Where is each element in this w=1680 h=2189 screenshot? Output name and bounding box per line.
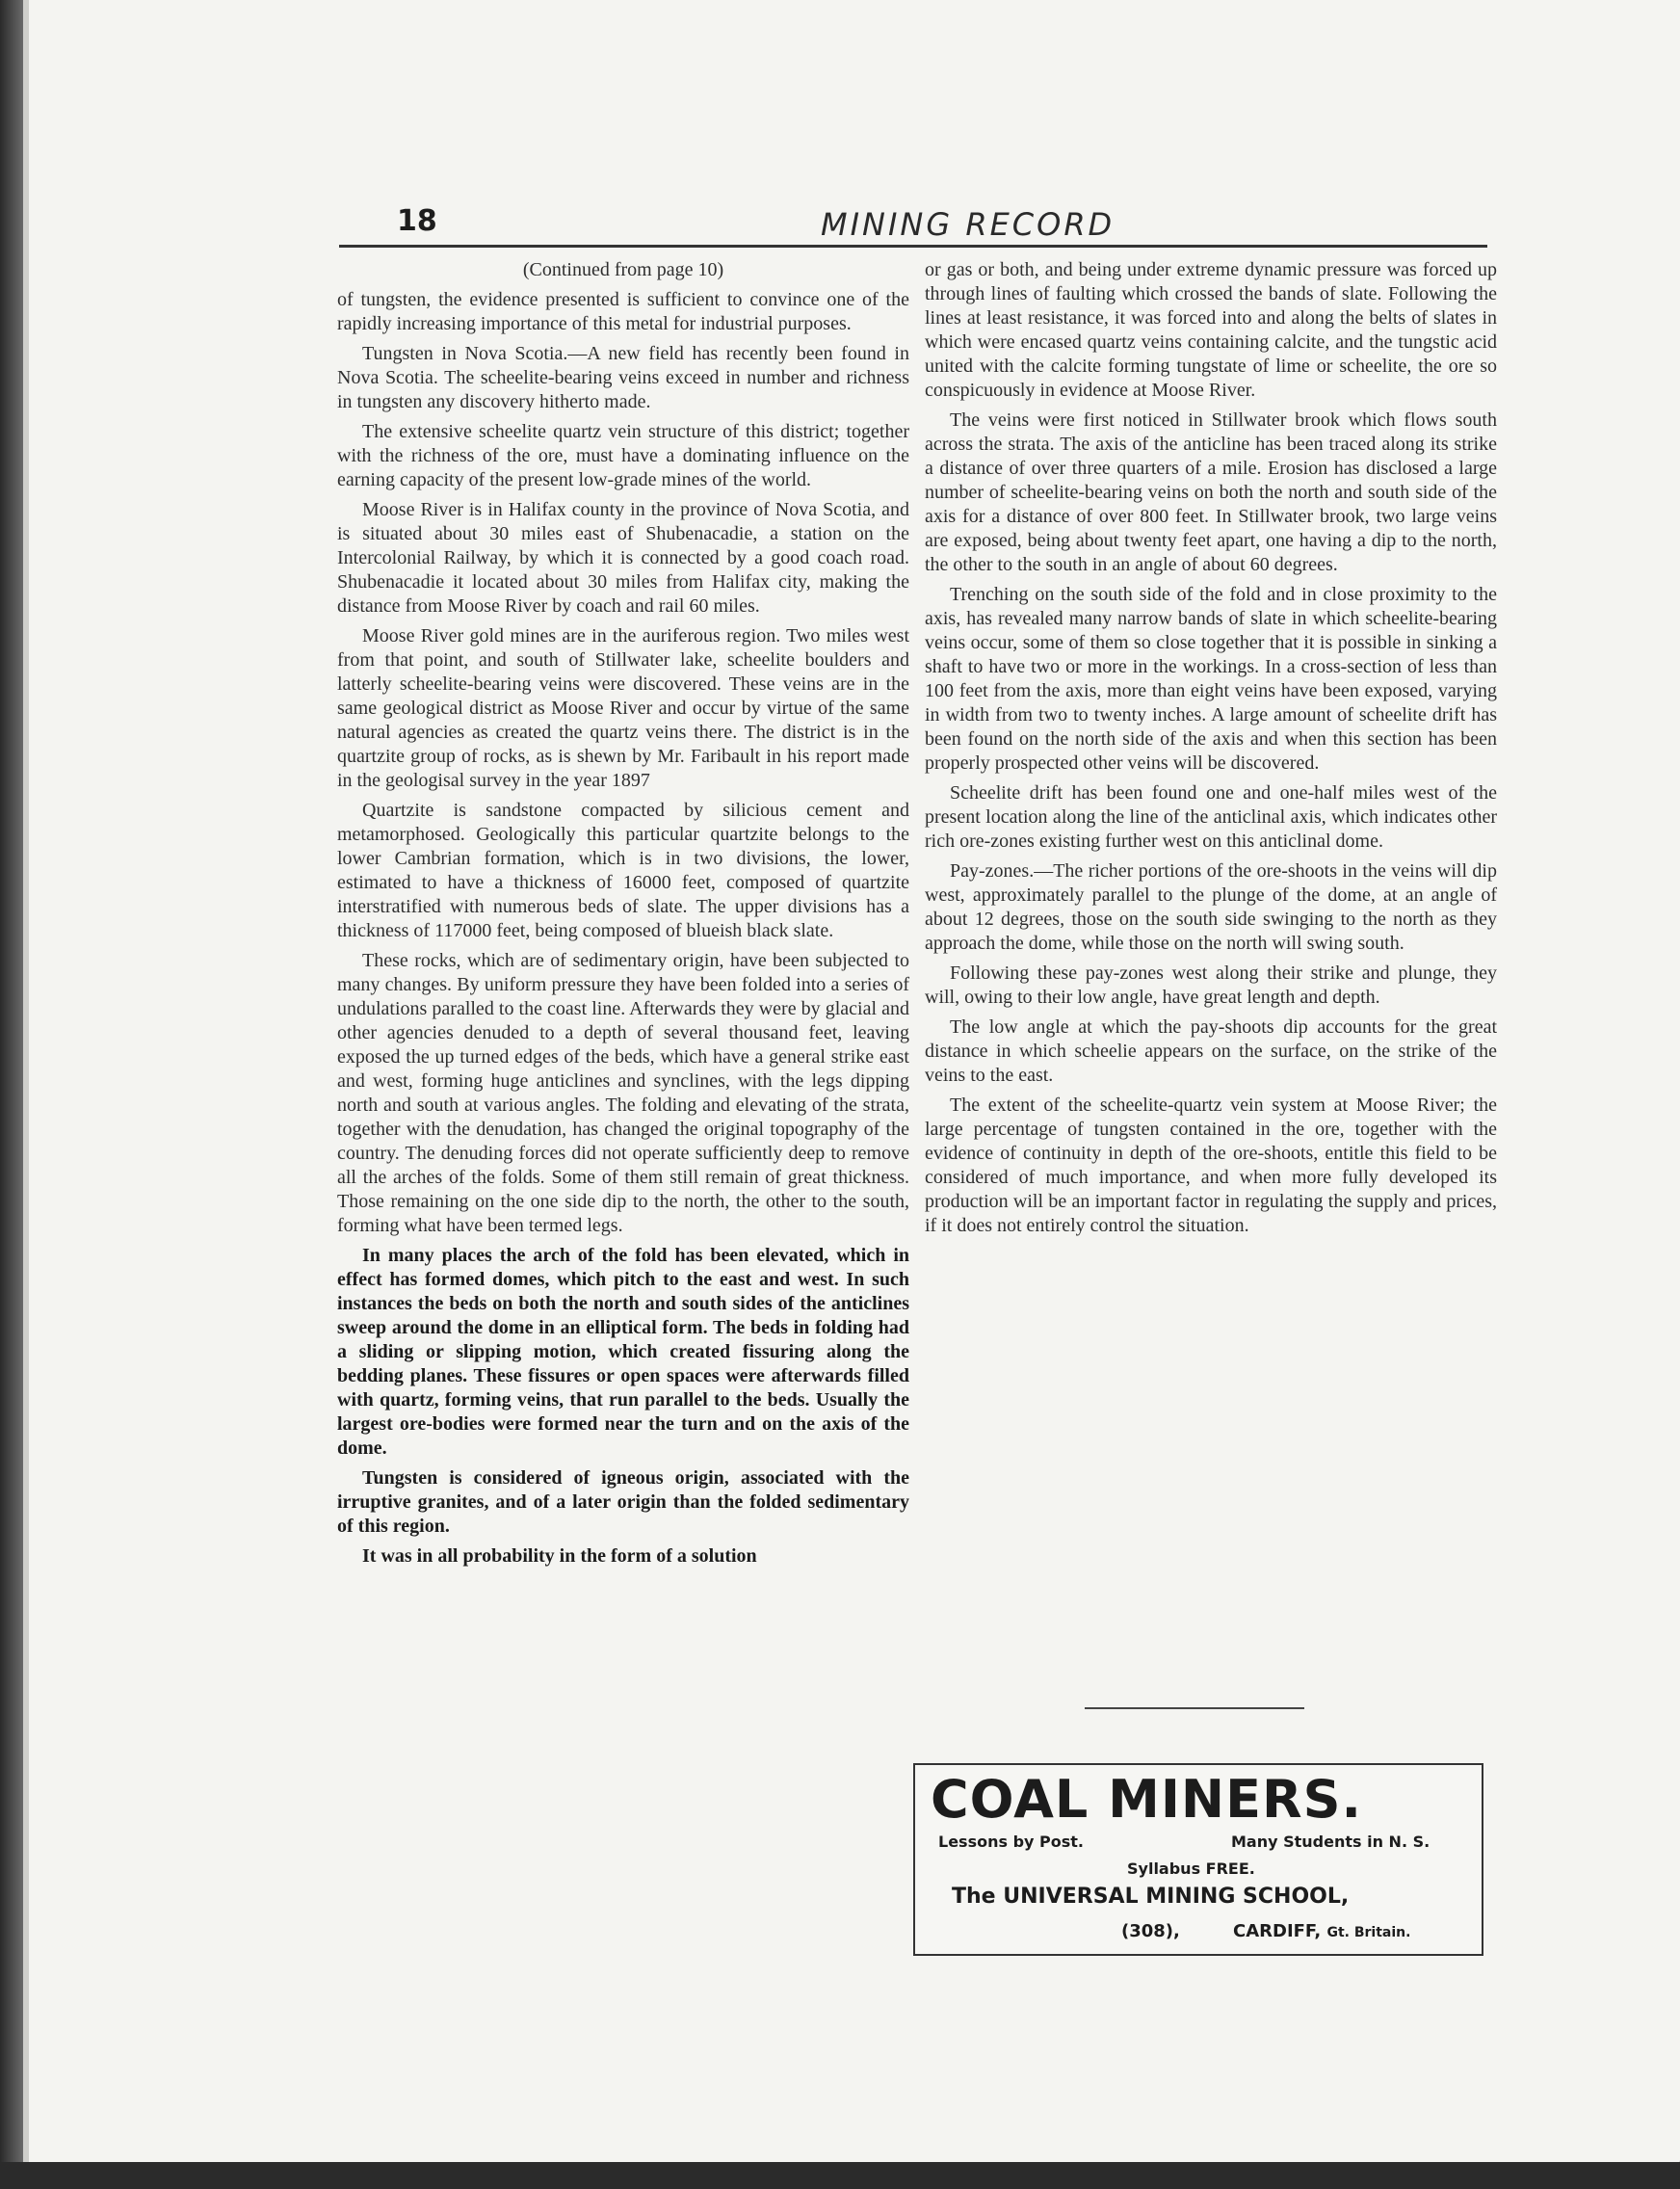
paragraph: Tungsten in Nova Scotia.—A new field has recently been found in Nova Scotia. The scheelite-bearing veins exceed in number and richness in tungsten any discovery hitherto made. (337, 343, 909, 412)
page-binding-edge (23, 0, 29, 2168)
page-number: 18 (397, 204, 437, 238)
section-divider (1085, 1707, 1304, 1709)
continued-note: (Continued from page 10) (522, 259, 724, 280)
ad-lessons-text: Lessons by Post. (938, 1833, 1084, 1851)
advertisement-box (913, 1763, 1483, 1956)
paragraph: Moose River is in Halifax county in the province of Nova Scotia, and is situated about 30 miles east of Shubenacadie, a station on the Intercolonial Railway, by which it is connected by a good coach road. Shubenacadie it located about 30 miles from Halifax city, making the distance from Moose River by coach and rail 60 miles. (337, 499, 909, 617)
paragraph: The extent of the scheelite-quartz vein system at Moose River; the large percentage of tungsten contained in the ore, together with the evidence of continuity in depth of the ore-shoots, entitle this field to be considered of much importance, and when more fully developed its production will be an important factor in regulating the supply and prices, if it does not entirely control the situation. (925, 1094, 1497, 1236)
paragraph: Scheelite drift has been found one and one-half miles west of the present location along the line of the anticlinal axis, which indicates other rich ore-zones existing further west on this anticlinal dome. (925, 782, 1497, 852)
ad-country: Gt. Britain. (1326, 1925, 1411, 1940)
paragraph: These rocks, which are of sedimentary origin, have been subjected to many changes. By uniform pressure they have been folded into a series of undulations paralled to the coast line. Afterwards they were by glacial and other agencies denuded to a depth of several thousand feet, leaving exposed the up turned edges of the beds, which have a general strike east and west, forming huge anticlines and synclines, with the legs dipping north and south at various angles. The folding and elevating of the strata, together with the denudation, has changed the original topography of the country. The denuding forces did not operate sufficiently deep to remove all the arches of the folds. Some of them still remain of great thickness. Those remaining on the one side dip to the north, the other to the south, forming what have been termed legs. (337, 950, 909, 1236)
header-rule (339, 245, 1487, 248)
running-header (339, 193, 1487, 251)
ad-syllabus-text: Syllabus FREE. (1127, 1859, 1255, 1878)
article-column-left (337, 258, 909, 1574)
ad-city: CARDIFF, (1233, 1921, 1322, 1941)
paragraph: In many places the arch of the fold has been elevated, which in effect has formed domes, which pitch to the east and west. In such instances the beds on both the north and south sides of the anticlines sweep around the dome in an elliptical form. The beds in folding had a sliding or slipping motion, which created fissuring along the bedding planes. These fissures or open spaces were afterwards filled with quartz, forming veins, that run parallel to the beds. Usually the largest ore-bodies were formed near the turn and on the axis of the dome. (337, 1245, 909, 1459)
scan-bottom-shadow (0, 2162, 1680, 2189)
ad-number: (308), (1121, 1921, 1180, 1941)
ad-address (1233, 1921, 1410, 1941)
paragraph: Trenching on the south side of the fold and in close proximity to the axis, has revealed many narrow bands of slate in which scheelite-bearing veins occur, some of them so close together that it is possible in sinking a shaft to have two or more in the workings. In a cross-section of less than 100 feet from the axis, more than eight veins have been exposed, varying in width from two to twenty inches. A large amount of scheelite drift has been found on the north side of the axis and when this section has been properly prospected other veins will be discovered. (925, 584, 1497, 774)
paragraph: Moose River gold mines are in the auriferous region. Two miles west from that point, and south of Stillwater lake, scheelite boulders and latterly scheelite-bearing veins were discovered. These veins are in the same geological district as Moose River and occur by virtue of the same natural agencies as created the quartz veins there. The district is in the quartzite group of rocks, as is shewn by Mr. Faribault in his report made in the geologisal survey in the year 1897 (337, 625, 909, 791)
paragraph: Tungsten is considered of igneous origin, associated with the irruptive granites, and of a later origin than the folded sedimentary of this region. (337, 1467, 909, 1537)
paragraph: The veins were first noticed in Stillwater brook which flows south across the strata. The axis of the anticline has been traced along its strike a distance of over three quarters of a mile. Erosion has disclosed a large number of scheelite-bearing veins on both the north and south side of the axis for a distance of over 800 feet. In Stillwater brook, two large veins are exposed, being about twenty feet apart, one having a dip to the north, the other to the south in an angle of about 60 degrees. (925, 409, 1497, 575)
ad-title: COAL MINERS. (931, 1769, 1362, 1830)
paragraph: The low angle at which the pay-shoots dip accounts for the great distance in which scheelie appears on the surface, on the strike of the veins to the east. (925, 1016, 1497, 1086)
paragraph: Following these pay-zones west along their strike and plunge, they will, owing to their low angle, have great length and depth. (925, 963, 1497, 1008)
paragraph: of tungsten, the evidence presented is sufficient to convince one of the rapidly increasing importance of this metal for industrial purposes. (337, 289, 909, 334)
paragraph: It was in all probability in the form of a solution (362, 1545, 757, 1567)
paragraph: Pay-zones.—The richer portions of the ore-shoots in the veins will dip west, approximately parallel to the plunge of the dome, at an angle of about 12 degrees, those on the south side swinging to the north as they approach the dome, while those on the north will swing south. (925, 860, 1497, 954)
paragraph: The extensive scheelite quartz vein structure of this district; together with the richness of the ore, must have a dominating influence on the earning capacity of the present low-grade mines of the world. (337, 421, 909, 490)
paragraph: Quartzite is sandstone compacted by silicious cement and metamorphosed. Geologically this particular quartzite belongs to the lower Cambrian formation, which is in two divisions, the lower, estimated to have a thickness of 16000 feet, composed of quartzite interstratified with numerous beds of slate. The upper divisions has a thickness of 117000 feet, being composed of blueish black slate. (337, 800, 909, 941)
article-column-right (925, 258, 1497, 1244)
paragraph: or gas or both, and being under extreme dynamic pressure was forced up through lines of faulting which crossed the bands of slate. Following the lines at least resistance, it was forced into and along the belts of slates in which were encased quartz veins containing calcite, and the tungstic acid united with the calcite forming tungstate of lime or scheelite, the ore so conspicuously in evidence at Moose River. (925, 259, 1497, 401)
ad-school-name: The UNIVERSAL MINING SCHOOL, (952, 1885, 1350, 1909)
ad-students-text: Many Students in N. S. (1231, 1833, 1431, 1851)
journal-title: MINING RECORD (821, 206, 1116, 243)
